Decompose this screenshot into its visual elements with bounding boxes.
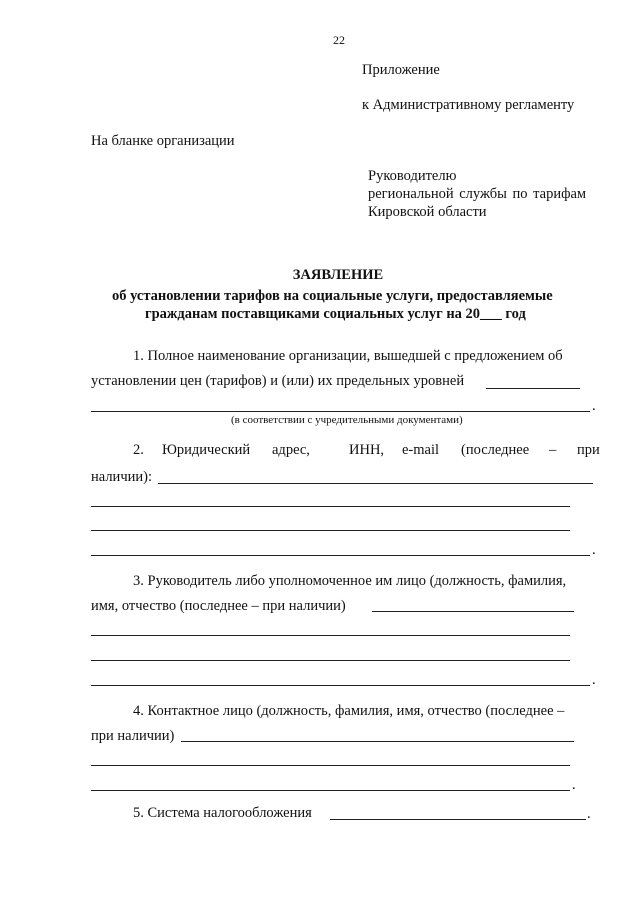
item-1-fill-line-2 [91, 411, 590, 412]
document-subtitle-line-2: гражданам поставщиками социальных услуг на 20___ год [145, 306, 526, 322]
item-2-word-6: – [549, 442, 557, 458]
appendix-title: Приложение [362, 62, 440, 78]
item-4-line-2: при наличии) [91, 728, 175, 744]
document-subtitle-line-1: об установлении тарифов на социальные услуги, предоставляемые [112, 288, 553, 304]
item-4-period: . [572, 777, 576, 793]
item-3-line-1: 3. Руководитель либо уполномоченное им лицо (должность, фамилия, [133, 573, 567, 589]
item-2-word-2: адрес, [272, 442, 310, 458]
item-2-fill-line-3 [91, 530, 570, 531]
item-2-fill-line-4 [91, 555, 590, 556]
item-2-word-4: e-mail [402, 442, 440, 458]
addressee-line-3: Кировской области [368, 204, 487, 220]
item-2-word-7: при [577, 442, 600, 458]
item-1-line-2: установлении цен (тарифов) и (или) их предельных уровней [91, 373, 465, 389]
item-1-note: (в соответствии с учредительными документами) [231, 414, 463, 426]
item-1-line-1: 1. Полное наименование организации, вышедшей с предложением об [133, 348, 563, 364]
item-5-period: . [587, 806, 591, 822]
item-5-line-1: 5. Система налогообложения [133, 805, 312, 821]
item-3-fill-line-1 [372, 611, 574, 612]
item-2-number: 2. [133, 442, 144, 458]
item-1-period: . [592, 398, 596, 414]
item-3-line-2: имя, отчество (последнее – при наличии) [91, 598, 346, 614]
appendix-reference: к Административному регламенту [362, 97, 575, 113]
addressee-line-2: региональной службы по тарифам [368, 186, 587, 202]
item-2-word-1: Юридический [162, 442, 251, 458]
item-2-line-2: наличии): [91, 469, 152, 485]
item-5-fill-line [330, 819, 586, 820]
item-4-line-1: 4. Контактное лицо (должность, фамилия, имя, отчество (последнее – [133, 703, 565, 719]
item-4-fill-line-3 [91, 790, 570, 791]
item-2-fill-line-2 [91, 506, 570, 507]
page-number: 22 [333, 33, 345, 47]
item-4-fill-line-2 [91, 765, 570, 766]
item-2-word-5: (последнее [461, 442, 530, 458]
item-2-period: . [592, 542, 596, 558]
letterhead-note: На бланке организации [91, 133, 235, 149]
item-3-period: . [592, 672, 596, 688]
item-3-fill-line-2 [91, 635, 570, 636]
item-1-fill-line-1 [486, 388, 580, 389]
item-4-fill-line-1 [181, 741, 574, 742]
item-3-fill-line-4 [91, 685, 590, 686]
item-2-fill-line-1 [158, 483, 593, 484]
document-title: ЗАЯВЛЕНИЕ [292, 267, 384, 283]
item-3-fill-line-3 [91, 660, 570, 661]
item-2-word-3: ИНН, [349, 442, 385, 458]
addressee-line-1: Руководителю [368, 168, 457, 184]
